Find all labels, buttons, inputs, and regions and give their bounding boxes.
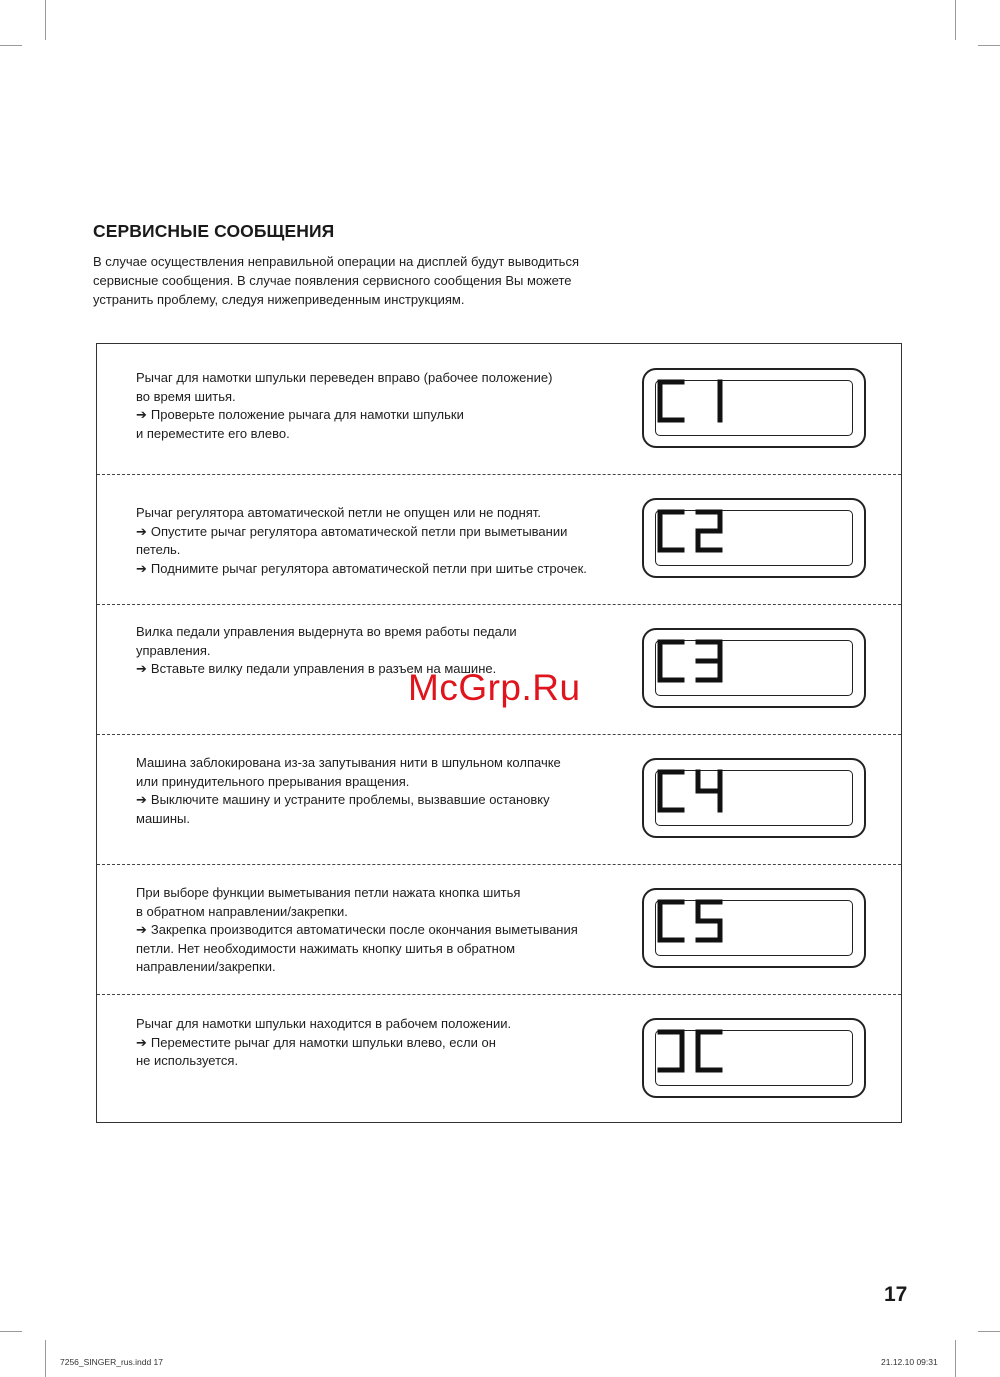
- error-code-c3: [656, 638, 746, 684]
- lcd-digit: [660, 642, 682, 680]
- line-text: Выключите машину и устраните проблемы, вызвавшие остановку: [150, 792, 550, 808]
- line-text: Опустите рычаг регулятора автоматической петли при выметывании: [150, 523, 568, 539]
- description-line: [136, 523, 626, 542]
- lcd-digit: [660, 512, 682, 550]
- arrow-right-icon: ➔: [136, 560, 147, 576]
- description-line: [136, 425, 626, 444]
- crop-mark: [955, 0, 956, 40]
- line-text: управления.: [136, 642, 211, 658]
- row-divider: [97, 734, 901, 735]
- description-line: [136, 406, 626, 425]
- description-line: [136, 388, 626, 407]
- lcd-digit: [698, 772, 720, 810]
- line-text: во время шитья.: [136, 388, 236, 404]
- lcd-display: [642, 888, 866, 968]
- description-line: [136, 504, 626, 523]
- line-text: Машина заблокирована из-за запутывания нити в шпульном колпачке: [136, 755, 561, 770]
- crop-mark: [45, 0, 46, 40]
- crop-mark: [978, 1331, 1000, 1332]
- line-text: Закрепка производится автоматически после окончания выметывания: [150, 922, 578, 938]
- page-number: 17: [884, 1283, 908, 1306]
- service-messages-table: [96, 343, 902, 1123]
- line-text: в обратном направлении/закрепки.: [136, 903, 348, 919]
- error-code-c1: [656, 378, 746, 424]
- message-description: [136, 504, 626, 578]
- error-code-jc: [656, 1028, 746, 1074]
- message-description: [136, 369, 626, 443]
- line-text: Проверьте положение рычага для намотки шпульки: [150, 407, 464, 423]
- description-line: [136, 921, 626, 940]
- intro-line: В случае осуществления неправильной операции на дисплей будут выводиться: [93, 254, 579, 269]
- intro-line: сервисные сообщения. В случае появления сервисного сообщения Вы можете: [93, 273, 572, 288]
- intro-paragraph: [93, 252, 633, 309]
- description-line: [136, 754, 626, 773]
- arrow-right-icon: ➔: [136, 1034, 147, 1050]
- message-description: [136, 754, 626, 828]
- arrow-right-icon: ➔: [136, 922, 147, 938]
- crop-mark: [0, 45, 22, 46]
- arrow-right-icon: ➔: [136, 661, 147, 677]
- page-title: СЕРВИСНЫЕ СООБЩЕНИЯ: [93, 221, 335, 241]
- line-text: Переместите рычаг для намотки шпульки влево, если он: [150, 1034, 496, 1050]
- arrow-right-icon: ➔: [136, 407, 147, 423]
- description-line: [136, 560, 626, 579]
- line-text: Рычаг регулятора автоматической петли не опущен или не поднят.: [136, 505, 541, 520]
- slug-file-info: 7256_SINGER_rus.indd 17: [60, 1357, 164, 1367]
- crop-mark: [978, 45, 1000, 46]
- message-description: [136, 884, 626, 977]
- row-divider: [97, 994, 901, 995]
- description-line: [136, 791, 626, 810]
- line-text: петли. Нет необходимости нажимать кнопку шитья в обратном: [136, 940, 516, 956]
- line-text: петель.: [136, 542, 181, 558]
- arrow-right-icon: ➔: [136, 792, 147, 808]
- lcd-display: [642, 758, 866, 838]
- line-text: и переместите его влево.: [136, 425, 290, 441]
- error-code-c4: [656, 768, 746, 814]
- description-line: [136, 773, 626, 792]
- line-text: Рычаг для намотки шпульки находится в рабочем положении.: [136, 1016, 512, 1031]
- line-text: Рычаг для намотки шпульки переведен вправо (рабочее положение): [136, 370, 553, 385]
- crop-mark: [0, 1331, 22, 1332]
- lcd-digit: [660, 772, 682, 810]
- lcd-digit: [698, 902, 720, 940]
- line-text: или принудительного прерывания вращения.: [136, 773, 410, 789]
- watermark: McGrp.Ru: [408, 667, 581, 708]
- crop-mark: [45, 1340, 46, 1377]
- description-line: [136, 642, 626, 661]
- row-divider: [97, 864, 901, 865]
- lcd-digit: [660, 1032, 682, 1070]
- line-text: Вставьте вилку педали управления в разъем на машине.: [150, 661, 497, 677]
- lcd-digit: [698, 642, 720, 680]
- lcd-digit: [660, 382, 682, 420]
- description-line: [136, 810, 626, 829]
- description-line: [136, 884, 626, 903]
- crop-mark: [955, 1340, 956, 1377]
- line-text: направлении/закрепки.: [136, 959, 276, 975]
- description-line: [136, 1034, 626, 1053]
- line-text: машины.: [136, 810, 190, 826]
- arrow-right-icon: ➔: [136, 523, 147, 539]
- intro-line: устранить проблему, следуя нижеприведенным инструкциям.: [93, 292, 465, 307]
- lcd-digit: [698, 1032, 720, 1070]
- line-text: Вилка педали управления выдернута во время работы педали: [136, 624, 517, 639]
- description-line: [136, 958, 626, 977]
- line-text: При выборе функции выметывания петли нажата кнопка шитья: [136, 885, 521, 900]
- description-line: [136, 1015, 626, 1034]
- description-line: [136, 369, 626, 388]
- description-line: [136, 623, 626, 642]
- error-code-c2: [656, 508, 746, 554]
- description-line: [136, 940, 626, 959]
- description-line: [136, 1052, 626, 1071]
- lcd-display: [642, 628, 866, 708]
- description-line: [136, 541, 626, 560]
- row-divider: [97, 604, 901, 605]
- lcd-digit: [660, 902, 682, 940]
- lcd-digit: [698, 512, 720, 550]
- line-text: Поднимите рычаг регулятора автоматической петли при шитье строчек.: [150, 560, 587, 576]
- line-text: не используется.: [136, 1053, 239, 1069]
- slug-date-time: 21.12.10 09:31: [881, 1357, 938, 1367]
- lcd-display: [642, 498, 866, 578]
- message-description: [136, 1015, 626, 1071]
- description-line: [136, 903, 626, 922]
- lcd-display: [642, 368, 866, 448]
- row-divider: [97, 474, 901, 475]
- lcd-display: [642, 1018, 866, 1098]
- error-code-c5: [656, 898, 746, 944]
